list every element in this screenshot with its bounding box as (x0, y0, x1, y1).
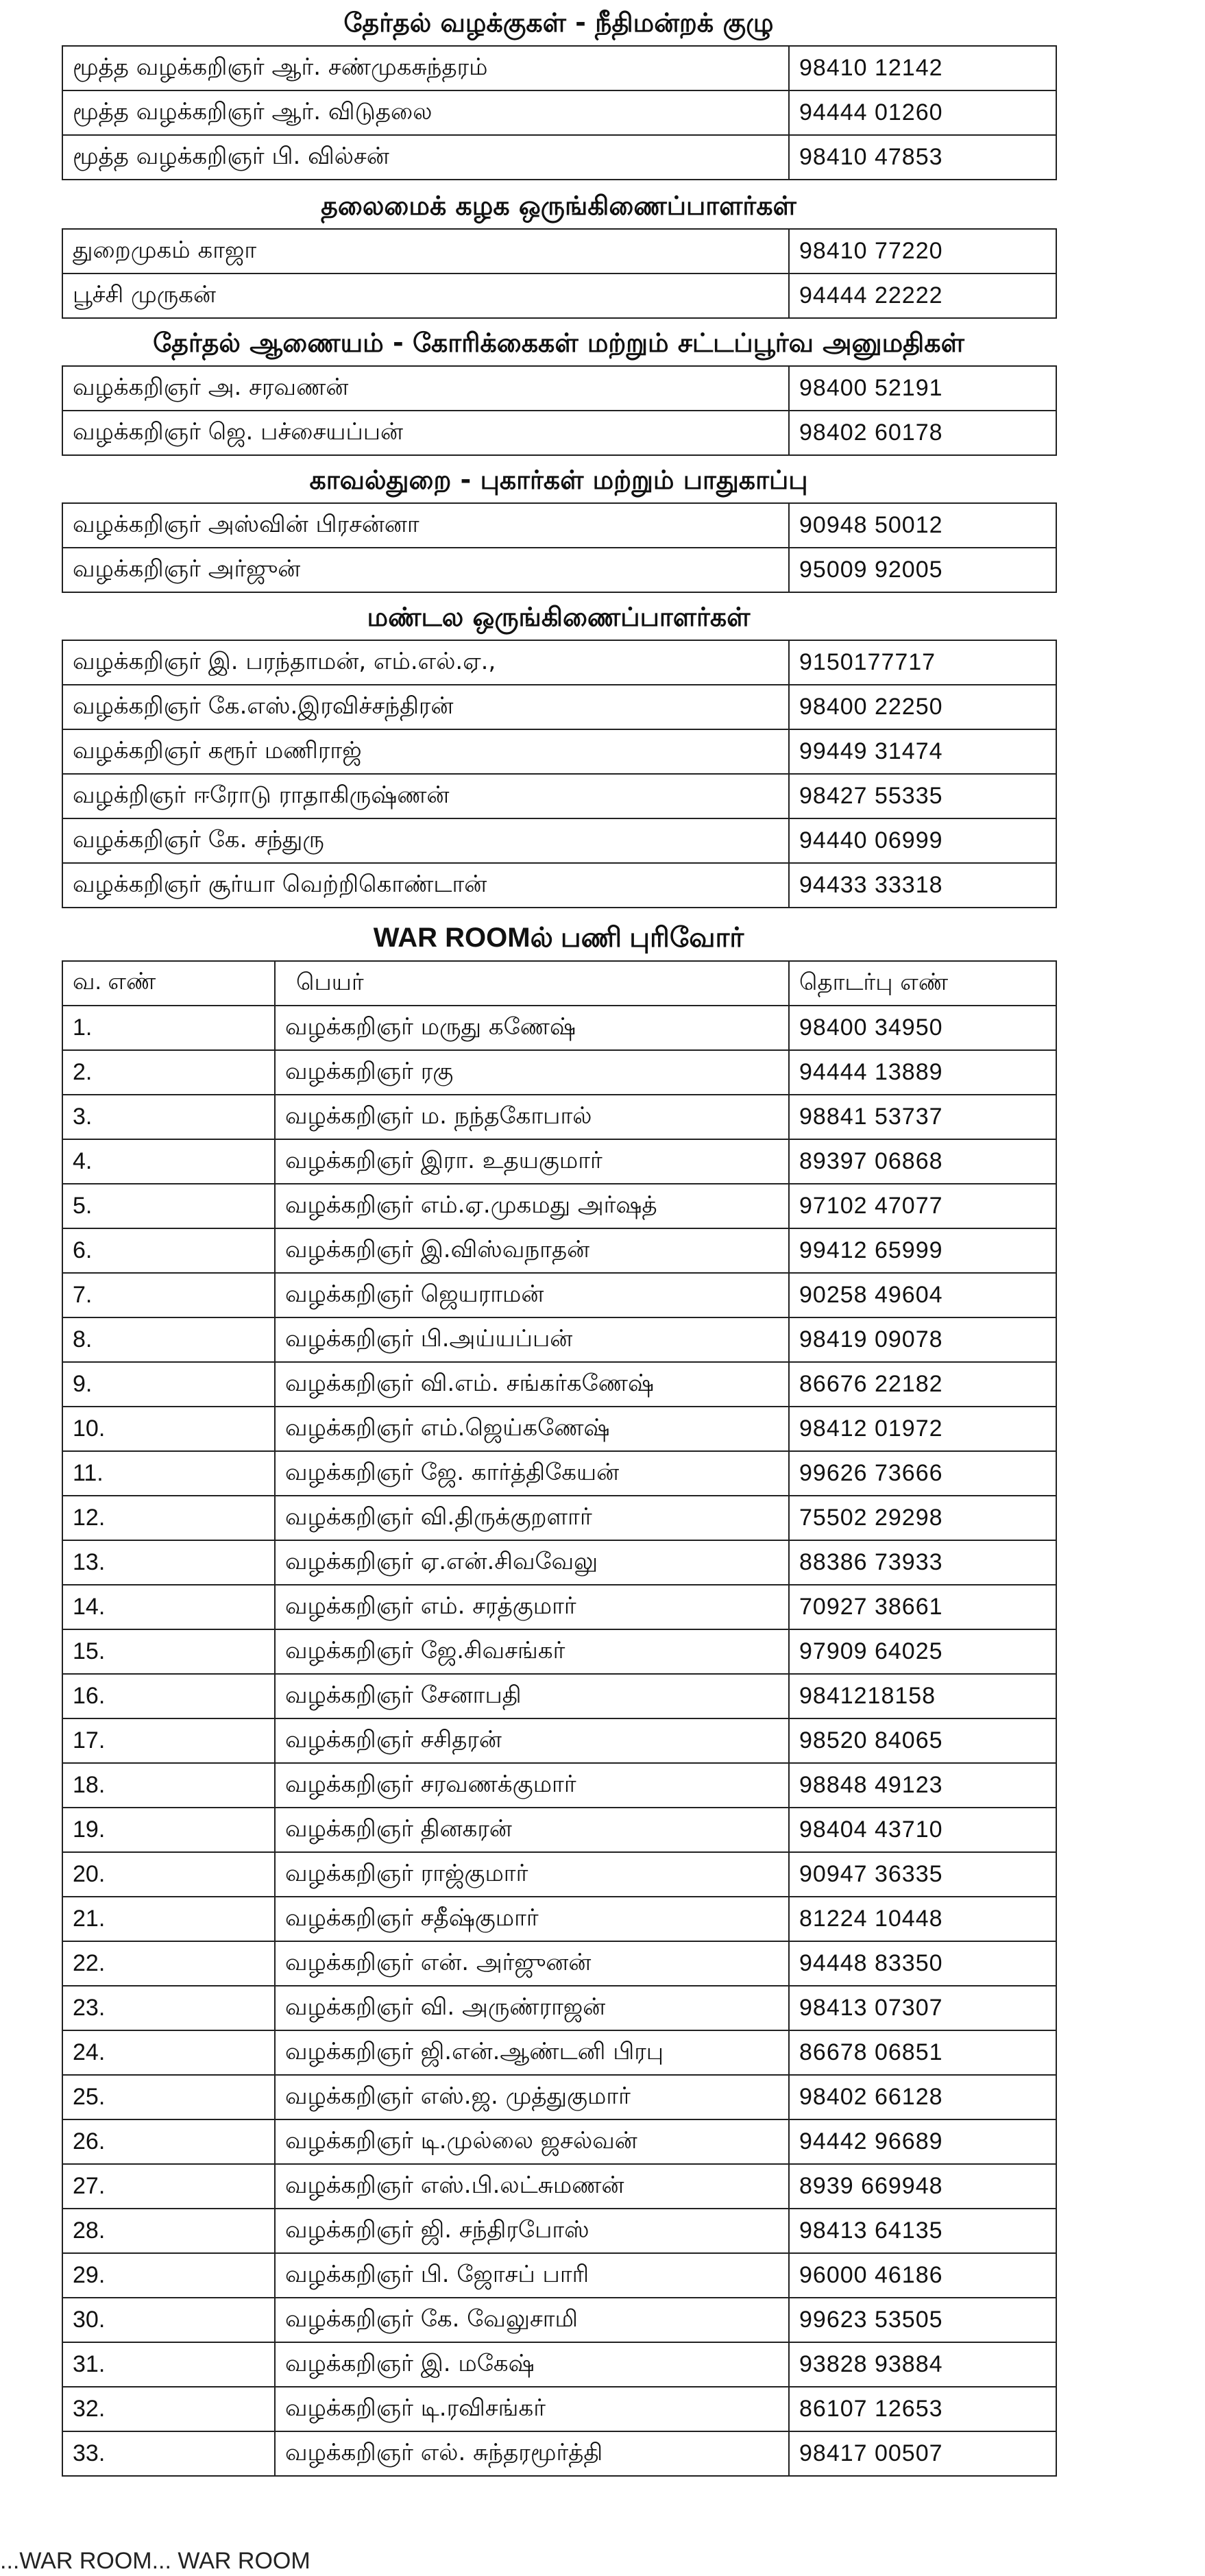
member-phone: 97909 64025 (789, 1629, 1056, 1674)
member-name: வழக்கறிஞர் ரகு (275, 1050, 789, 1095)
row-number: 28. (62, 2209, 275, 2253)
contact-name: வழக்றிஞர் ஈரோடு ராதாகிருஷ்ணன் (62, 774, 789, 818)
table-row (62, 1496, 1056, 1540)
member-phone: 99623 53505 (789, 2298, 1056, 2342)
contact-phone: 98410 77220 (789, 229, 1056, 274)
contact-table (62, 45, 1057, 180)
member-phone: 98413 07307 (789, 1986, 1056, 2030)
table-row (62, 548, 1056, 592)
contact-table (62, 502, 1057, 593)
member-name: வழக்கறிஞர் வி. அருண்ராஜன் (275, 1986, 789, 2030)
table-row (62, 2387, 1056, 2431)
member-name: வழக்கறிஞர் ஜே.சிவசங்கர் (275, 1629, 789, 1674)
contact-name: துறைமுகம் காஜா (62, 229, 789, 274)
contact-phone: 98400 52191 (789, 366, 1056, 411)
contact-name: வழக்கறிஞர் அ. சரவணன் (62, 366, 789, 411)
table-row (62, 1407, 1056, 1451)
contact-phone: 9150177717 (789, 640, 1056, 685)
member-name: வழக்கறிஞர் வி.எம். சங்கர்கணேஷ் (275, 1362, 789, 1407)
row-number: 23. (62, 1986, 275, 2030)
table-row (62, 1362, 1056, 1407)
member-phone: 75502 29298 (789, 1496, 1056, 1540)
member-name: வழக்கறிஞர் எஸ்.பி.லட்சுமணன் (275, 2164, 789, 2209)
table-row (62, 1808, 1056, 1852)
member-name: வழக்கறிஞர் எஸ்.ஜ. முத்துகுமார் (275, 2075, 789, 2119)
table-row (62, 2119, 1056, 2164)
member-name: வழக்கறிஞர் சரவணக்குமார் (275, 1763, 789, 1808)
column-header-name: பெயர் (275, 961, 789, 1006)
table-row (62, 1228, 1056, 1273)
member-name: வழக்கறிஞர் இ. மகேஷ் (275, 2342, 789, 2387)
row-number: 33. (62, 2431, 275, 2476)
member-phone: 98419 09078 (789, 1317, 1056, 1362)
row-number: 26. (62, 2119, 275, 2164)
member-name: வழக்கறிஞர் எம்.ஏ.முகமது அர்ஷத் (275, 1184, 789, 1228)
table-row (62, 411, 1056, 455)
member-phone: 90258 49604 (789, 1273, 1056, 1317)
contact-name: வழக்கறிஞர் கே. சந்துரு (62, 818, 789, 863)
row-number: 32. (62, 2387, 275, 2431)
row-number: 20. (62, 1852, 275, 1897)
table-row (62, 1451, 1056, 1496)
table-row (62, 1095, 1056, 1139)
contact-phone: 98402 60178 (789, 411, 1056, 455)
member-phone: 98402 66128 (789, 2075, 1056, 2119)
section-heading: காவல்துறை - புகார்கள் மற்றும் பாதுகாப்பு (309, 465, 808, 495)
contact-name: வழக்கறிஞர் அர்ஜுன் (62, 548, 789, 592)
war-room-heading: WAR ROOMல் பணி புரிவோர் (373, 923, 744, 953)
contact-name: வழக்கறிஞர் ஜெ. பச்சையப்பன் (62, 411, 789, 455)
member-name: வழக்கறிஞர் வி.திருக்குறளார் (275, 1496, 789, 1540)
table-row (62, 2431, 1056, 2476)
member-name: வழக்கறிஞர் பி. ஜோசப் பாரி (275, 2253, 789, 2298)
table-row (62, 1718, 1056, 1763)
contact-phone: 94444 01260 (789, 90, 1056, 135)
table-row (62, 229, 1056, 274)
table-row (62, 1184, 1056, 1228)
member-name: வழக்கறிஞர் சசிதரன் (275, 1718, 789, 1763)
row-number: 14. (62, 1585, 275, 1629)
row-number: 24. (62, 2030, 275, 2075)
member-name: வழக்கறிஞர் ராஜ்குமார் (275, 1852, 789, 1897)
member-phone: 8939 669948 (789, 2164, 1056, 2209)
member-phone: 70927 38661 (789, 1585, 1056, 1629)
table-row (62, 1763, 1056, 1808)
row-number: 5. (62, 1184, 275, 1228)
member-name: வழக்கறிஞர் கே. வேலுசாமி (275, 2298, 789, 2342)
member-phone: 81224 10448 (789, 1897, 1056, 1941)
row-number: 2. (62, 1050, 275, 1095)
section-heading: தலைமைக் கழக ஒருங்கிணைப்பாளர்கள் (321, 191, 796, 221)
member-name: வழக்கறிஞர் ஜெயராமன் (275, 1273, 789, 1317)
table-row (62, 274, 1056, 318)
contact-phone: 98410 12142 (789, 46, 1056, 90)
table-row (62, 2342, 1056, 2387)
member-name: வழக்கறிஞர் ம. நந்தகோபால் (275, 1095, 789, 1139)
member-phone: 98848 49123 (789, 1763, 1056, 1808)
table-row (62, 2075, 1056, 2119)
member-name: வழக்கறிஞர் ஏ.என்.சிவவேலு (275, 1540, 789, 1585)
member-name: வழக்கறிஞர் என். அர்ஜுனன் (275, 1941, 789, 1986)
column-header-phone: தொடர்பு எண் (789, 961, 1056, 1006)
row-number: 11. (62, 1451, 275, 1496)
member-phone: 98412 01972 (789, 1407, 1056, 1451)
row-number: 22. (62, 1941, 275, 1986)
member-phone: 98404 43710 (789, 1808, 1056, 1852)
table-row (62, 2209, 1056, 2253)
member-name: வழக்கறிஞர் ஜி.என்.ஆண்டனி பிரபு (275, 2030, 789, 2075)
member-phone: 99626 73666 (789, 1451, 1056, 1496)
row-number: 1. (62, 1006, 275, 1050)
table-row (62, 863, 1056, 908)
table-row (62, 1540, 1056, 1585)
table-row (62, 1897, 1056, 1941)
table-row (62, 1006, 1056, 1050)
row-number: 31. (62, 2342, 275, 2387)
row-number: 4. (62, 1139, 275, 1184)
section-heading: மண்டல ஒருங்கிணைப்பாளர்கள் (367, 602, 751, 632)
member-phone: 98413 64135 (789, 2209, 1056, 2253)
contact-phone: 98410 47853 (789, 135, 1056, 180)
table-row (62, 685, 1056, 729)
table-row (62, 729, 1056, 774)
member-phone: 98841 53737 (789, 1095, 1056, 1139)
contact-phone: 98400 22250 (789, 685, 1056, 729)
contact-phone: 94433 33318 (789, 863, 1056, 908)
table-row (62, 2253, 1056, 2298)
member-name: வழக்கறிஞர் எல். சுந்தரமூர்த்தி (275, 2431, 789, 2476)
member-phone: 99412 65999 (789, 1228, 1056, 1273)
table-row (62, 1139, 1056, 1184)
member-name: வழக்கறிஞர் மருது கணேஷ் (275, 1006, 789, 1050)
member-name: வழக்கறிஞர் தினகரன் (275, 1808, 789, 1852)
member-phone: 9841218158 (789, 1674, 1056, 1718)
member-name: வழக்கறிஞர் ஜி. சந்திரபோஸ் (275, 2209, 789, 2253)
member-name: வழக்கறிஞர் இ.விஸ்வநாதன் (275, 1228, 789, 1273)
table-row (62, 90, 1056, 135)
table-row (62, 774, 1056, 818)
member-phone: 93828 93884 (789, 2342, 1056, 2387)
table-row (62, 2030, 1056, 2075)
member-phone: 88386 73933 (789, 1540, 1056, 1585)
row-number: 12. (62, 1496, 275, 1540)
contact-name: வழக்கறிஞர் கரூர் மணிராஜ் (62, 729, 789, 774)
row-number: 3. (62, 1095, 275, 1139)
member-phone: 98400 34950 (789, 1006, 1056, 1050)
member-phone: 96000 46186 (789, 2253, 1056, 2298)
contact-phone: 94440 06999 (789, 818, 1056, 863)
member-name: வழக்கறிஞர் சதீஷ்குமார் (275, 1897, 789, 1941)
table-row (62, 1629, 1056, 1674)
table-row (62, 2164, 1056, 2209)
member-name: வழக்கறிஞர் டி.முல்லை ஜசல்வன் (275, 2119, 789, 2164)
member-name: வழக்கறிஞர் எம்.ஜெய்கணேஷ் (275, 1407, 789, 1451)
contact-phone: 94444 22222 (789, 274, 1056, 318)
section-heading: தேர்தல் ஆணையம் - கோரிக்கைகள் மற்றும் சட்டப்பூர்வ அனுமதிகள் (153, 328, 964, 358)
table-row (62, 2298, 1056, 2342)
row-number: 13. (62, 1540, 275, 1585)
contact-name: வழக்கறிஞர் இ. பரந்தாமன், எம்.எல்.ஏ., (62, 640, 789, 685)
member-phone: 86107 12653 (789, 2387, 1056, 2431)
contact-phone: 98427 55335 (789, 774, 1056, 818)
member-phone: 98417 00507 (789, 2431, 1056, 2476)
member-phone: 90947 36335 (789, 1852, 1056, 1897)
row-number: 15. (62, 1629, 275, 1674)
row-number: 25. (62, 2075, 275, 2119)
member-name: வழக்கறிஞர் எம். சரத்குமார் (275, 1585, 789, 1629)
member-phone: 94444 13889 (789, 1050, 1056, 1095)
table-row (62, 1674, 1056, 1718)
table-row (62, 1852, 1056, 1897)
row-number: 19. (62, 1808, 275, 1852)
row-number: 27. (62, 2164, 275, 2209)
member-phone: 98520 84065 (789, 1718, 1056, 1763)
member-name: வழக்கறிஞர் ஜே. கார்த்திகேயன் (275, 1451, 789, 1496)
contact-table (62, 228, 1057, 319)
row-number: 29. (62, 2253, 275, 2298)
member-phone: 86678 06851 (789, 2030, 1056, 2075)
row-number: 16. (62, 1674, 275, 1718)
table-row (62, 503, 1056, 548)
table-row (62, 1585, 1056, 1629)
table-row (62, 818, 1056, 863)
contact-name: வழக்கறிஞர் கே.எஸ்.இரவிச்சந்திரன் (62, 685, 789, 729)
contact-name: வழக்கறிஞர் சூர்யா வெற்றிகொண்டான் (62, 863, 789, 908)
table-row (62, 1050, 1056, 1095)
footer-text: ...WAR ROOM... WAR ROOM (0, 2548, 311, 2574)
row-number: 17. (62, 1718, 275, 1763)
table-row (62, 640, 1056, 685)
table-row (62, 1941, 1056, 1986)
table-row (62, 1986, 1056, 2030)
row-number: 10. (62, 1407, 275, 1451)
contact-phone: 90948 50012 (789, 503, 1056, 548)
table-row (62, 135, 1056, 180)
contact-name: வழக்கறிஞர் அஸ்வின் பிரசன்னா (62, 503, 789, 548)
table-row (62, 1273, 1056, 1317)
table-row (62, 366, 1056, 411)
contact-table (62, 640, 1057, 908)
row-number: 18. (62, 1763, 275, 1808)
contact-name: மூத்த வழக்கறிஞர் பி. வில்சன் (62, 135, 789, 180)
member-phone: 94442 96689 (789, 2119, 1056, 2164)
table-row (62, 46, 1056, 90)
member-name: வழக்கறிஞர் டி.ரவிசங்கர் (275, 2387, 789, 2431)
row-number: 21. (62, 1897, 275, 1941)
member-name: வழக்கறிஞர் பி.அய்யப்பன் (275, 1317, 789, 1362)
contact-phone: 99449 31474 (789, 729, 1056, 774)
row-number: 9. (62, 1362, 275, 1407)
member-name: வழக்கறிஞர் சேனாபதி (275, 1674, 789, 1718)
contact-phone: 95009 92005 (789, 548, 1056, 592)
section-heading: தேர்தல் வழக்குகள் - நீதிமன்றக் குழு (343, 8, 774, 38)
member-phone: 94448 83350 (789, 1941, 1056, 1986)
table-row (62, 1317, 1056, 1362)
contact-name: மூத்த வழக்கறிஞர் ஆர். சண்முகசுந்தரம் (62, 46, 789, 90)
table-header-row (62, 961, 1056, 1006)
member-name: வழக்கறிஞர் இரா. உதயகுமார் (275, 1139, 789, 1184)
row-number: 6. (62, 1228, 275, 1273)
column-header-number: வ. எண் (62, 961, 275, 1006)
row-number: 30. (62, 2298, 275, 2342)
contact-table (62, 365, 1057, 456)
member-phone: 97102 47077 (789, 1184, 1056, 1228)
row-number: 8. (62, 1317, 275, 1362)
contact-name: மூத்த வழக்கறிஞர் ஆர். விடுதலை (62, 90, 789, 135)
contact-name: பூச்சி முருகன் (62, 274, 789, 318)
row-number: 7. (62, 1273, 275, 1317)
member-phone: 89397 06868 (789, 1139, 1056, 1184)
member-phone: 86676 22182 (789, 1362, 1056, 1407)
war-room-table (62, 960, 1057, 2477)
